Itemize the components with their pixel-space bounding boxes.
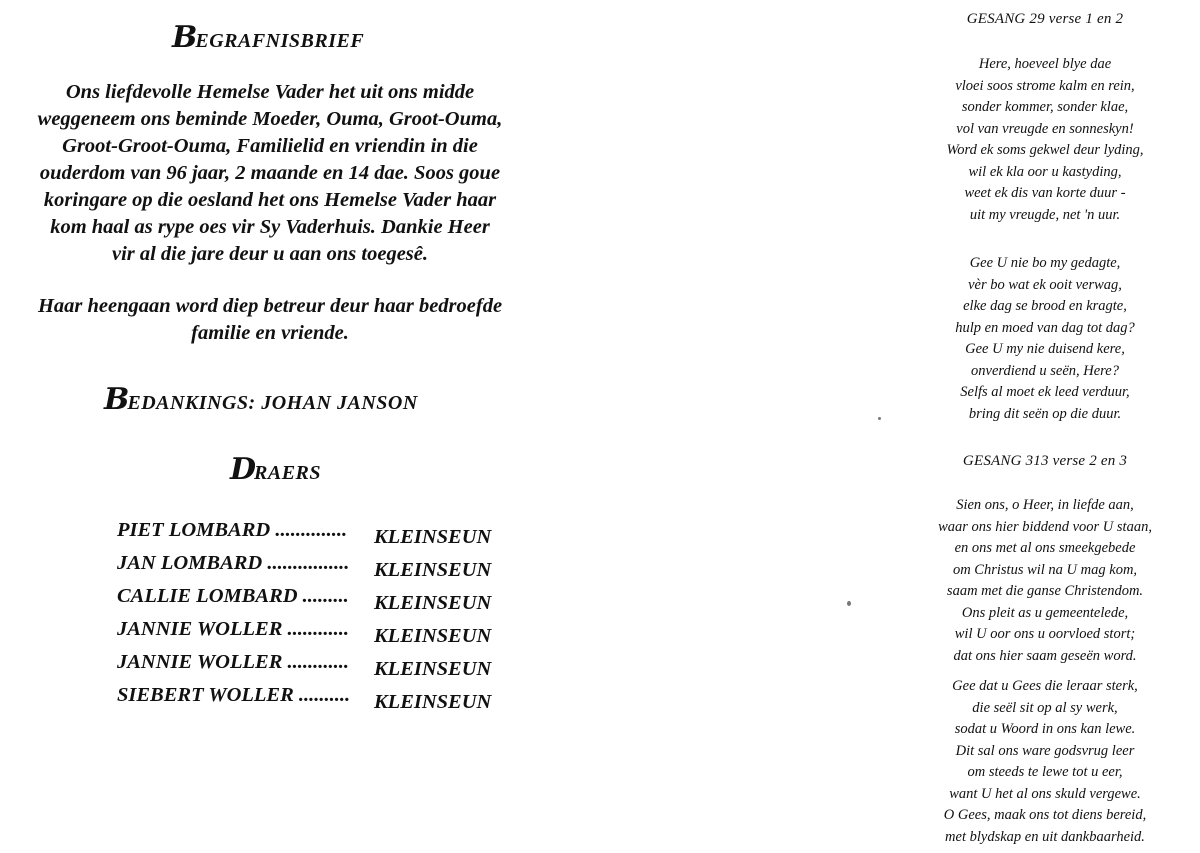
verse-line: bring dit seën op die duur. <box>968 405 1122 422</box>
hymn-1-verse-1 <box>905 54 1185 226</box>
bearer-name: PIET LOMBARD <box>117 519 271 541</box>
thanks-text: EDANKINGS: JOHAN JANSON <box>127 392 418 414</box>
letter-line: Groot-Groot-Ouma, Familielid en vriendin in die <box>62 135 478 157</box>
verse-line: weet ek dis van korte duur - <box>964 185 1126 201</box>
bearer-role: KLEINSEUN <box>374 625 492 647</box>
thanks-initial: B <box>104 382 128 417</box>
verse-line: Gee U nie bo my gedagte, <box>969 255 1121 271</box>
scan-speck <box>847 601 851 606</box>
verse-line: Gee U my nie duisend kere, <box>965 341 1125 357</box>
hymn-1-title: GESANG 29 verse 1 en 2 <box>966 11 1124 27</box>
bearer-row <box>117 517 491 550</box>
bearer-row <box>117 682 491 715</box>
verse-line: Sien ons, o Heer, in liefde aan, <box>956 497 1134 513</box>
bearer-row <box>117 649 491 682</box>
letter-line: kom haal as rype oes vir Sy Vaderhuis. Dankie Heer <box>50 216 490 238</box>
letter-title-initial: B <box>172 20 196 55</box>
letter-line: ouderdom van 96 jaar, 2 maande en 14 dae. Soos goue <box>39 162 501 184</box>
verse-line: om steeds te lewe tot u eer, <box>967 764 1123 780</box>
bearers-list <box>117 517 491 715</box>
verse-line: sonder kommer, sonder klae, <box>961 99 1129 115</box>
letter-line: familie en vriende. <box>191 322 349 344</box>
bearer-row <box>117 616 491 649</box>
verse-line: Gee dat u Gees die leraar sterk, <box>952 678 1138 694</box>
verse-line: waar ons hier biddend voor U staan, <box>938 518 1152 535</box>
verse-line: vol van vreugde en sonneskyn! <box>956 120 1134 137</box>
verse-line: onverdiend u seën, Here? <box>971 362 1119 379</box>
bearer-dots: ............ <box>287 618 349 640</box>
bearer-name: CALLIE LOMBARD <box>117 585 298 607</box>
letter-paragraph-1 <box>0 79 540 268</box>
verse-line: en ons met al ons smeekgebede <box>954 540 1136 556</box>
verse-line: saam met die ganse Christendom. <box>946 583 1144 599</box>
bearer-name: JAN LOMBARD <box>117 552 263 574</box>
letter-line: Ons liefdevolle Hemelse Vader het uit ons midde <box>65 81 475 103</box>
bearer-dots: ................ <box>267 552 350 574</box>
bearers-initial: D <box>230 452 255 487</box>
verse-line: vloei soos strome kalm en rein, <box>955 77 1135 94</box>
bearer-role: KLEINSEUN <box>374 691 492 713</box>
verse-line: want U het al ons skuld vergewe. <box>949 785 1141 802</box>
verse-line: sodat u Woord in ons kan lewe. <box>954 721 1136 737</box>
thanks-heading <box>104 382 418 417</box>
hymn-1-verse-2 <box>905 253 1185 425</box>
bearer-row <box>117 583 491 616</box>
verse-line: dat ons hier saam geseën word. <box>953 647 1137 664</box>
verse-line: elke dag se brood en kragte, <box>963 298 1127 314</box>
hymn-2-verse-2 <box>905 676 1185 848</box>
hymn-2-verse-1 <box>905 495 1185 667</box>
bearers-heading-rest: RAERS <box>254 462 321 484</box>
bearer-dots: ............ <box>287 651 349 673</box>
hymns-column <box>905 0 1195 853</box>
bearer-dots: ......... <box>302 585 349 607</box>
letter-title <box>172 20 364 55</box>
letter-line: vir al die jare deur u aan ons toegesê. <box>111 243 429 265</box>
funeral-letter-column <box>0 0 540 853</box>
verse-line: wil ek kla oor u kastyding, <box>968 163 1122 180</box>
verse-line: uit my vreugde, net 'n uur. <box>969 206 1121 223</box>
hymn-2-title: GESANG 313 verse 2 en 3 <box>962 453 1128 469</box>
bearer-name: JANNIE WOLLER <box>117 618 283 640</box>
verse-line: Word ek soms gekwel deur lyding, <box>946 142 1144 158</box>
verse-line: hulp en moed van dag tot dag? <box>955 319 1135 336</box>
verse-line: O Gees, maak ons tot diens bereid, <box>943 807 1147 823</box>
scan-speck <box>878 417 881 420</box>
bearers-heading <box>230 452 321 487</box>
letter-line: Haar heengaan word diep betreur deur haar bedroefde <box>37 295 503 317</box>
verse-line: Dit sal ons ware godsvrug leer <box>955 742 1135 759</box>
letter-title-rest: EGRAFNISBRIEF <box>195 30 365 52</box>
bearer-role: KLEINSEUN <box>374 559 492 581</box>
verse-line: om Christus wil na U mag kom, <box>952 561 1138 578</box>
bearer-name: JANNIE WOLLER <box>117 651 283 673</box>
verse-line: Ons pleit as u gemeentelede, <box>961 604 1129 621</box>
bearer-role: KLEINSEUN <box>374 592 492 614</box>
bearer-dots: .......... <box>298 684 351 706</box>
bearer-dots: .............. <box>275 519 348 541</box>
bearer-name: SIEBERT WOLLER <box>117 684 294 706</box>
bearer-row <box>117 550 491 583</box>
letter-line: weggeneem ons beminde Moeder, Ouma, Groot-Ouma, <box>37 108 503 130</box>
letter-paragraph-2 <box>0 293 540 347</box>
verse-line: Here, hoeveel blye dae <box>978 56 1112 72</box>
letter-line: koringare op die oesland het ons Hemelse Vader haar <box>43 189 497 211</box>
verse-line: vèr bo wat ek ooit verwag, <box>968 276 1122 293</box>
verse-line: die seël sit op al sy werk, <box>972 699 1118 716</box>
verse-line: wil U oor ons u oorvloed stort; <box>954 626 1136 642</box>
verse-line: Selfs al moet ek leed verduur, <box>960 384 1130 400</box>
verse-line: met blydskap en uit dankbaarheid. <box>945 828 1145 845</box>
bearer-role: KLEINSEUN <box>374 526 492 548</box>
bearer-role: KLEINSEUN <box>374 658 492 680</box>
